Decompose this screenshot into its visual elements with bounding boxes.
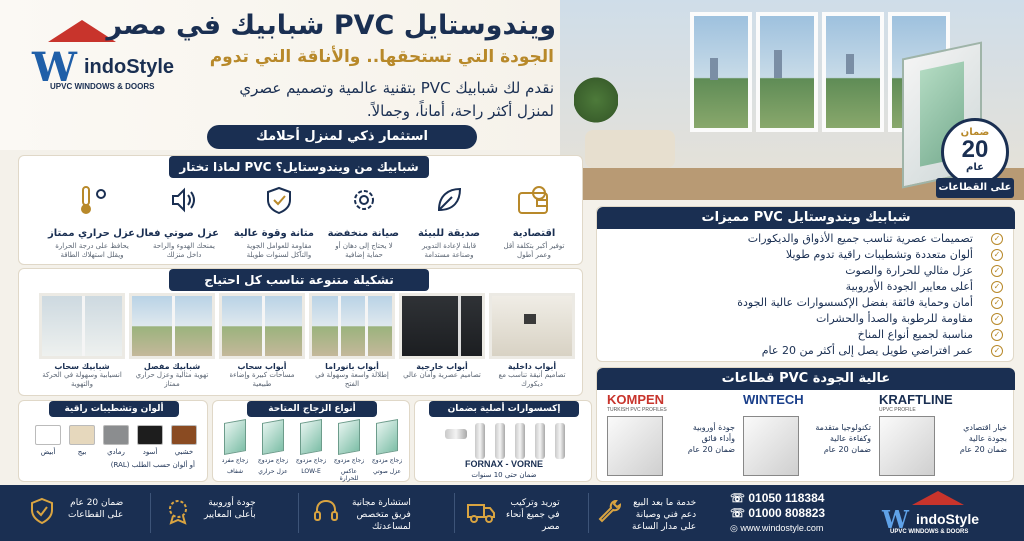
brand-card-wintech[interactable] <box>743 392 873 454</box>
glass-label: عاكس للحرارة <box>339 468 359 482</box>
feature-eco <box>414 182 484 260</box>
accessory-brands: FORNAX - VORNE <box>464 459 543 469</box>
accessory-warranty: ضمان حتى 10 سنوات <box>471 471 537 479</box>
list-item-text: تصميمات عصرية تناسب جميع الأذواق والديكورات <box>747 232 973 245</box>
brand-logo-kompen <box>607 392 737 413</box>
product-desc: انسيابية وسهولة في الحركة والتهوية <box>42 371 122 388</box>
glass-pane-icon <box>262 419 284 455</box>
product-title: أبواب داخلية <box>507 362 557 371</box>
product-card[interactable] <box>39 293 125 389</box>
footer-line: على القطاعات <box>68 510 124 520</box>
product-image <box>489 293 575 359</box>
brand-text <box>661 422 735 455</box>
sofa-decoration <box>585 130 675 168</box>
brand-line: بجودة عالية <box>968 434 1007 443</box>
wallet-icon <box>516 182 552 218</box>
swatch-label: خشبي <box>174 448 194 456</box>
list-item-text: مقاومة للرطوبة والصدأ والحشرات <box>815 312 973 325</box>
check-icon: ✓ <box>991 345 1003 357</box>
product-desc: تصاميم أنيقة تناسب مع ديكورك <box>498 371 566 388</box>
truck-icon <box>466 497 494 525</box>
brand-line: وأداء فائق <box>701 434 735 443</box>
feature-desc: قابلة لإعادة التدوير وصناعة مستدامة <box>421 242 477 259</box>
list-item-text: ألوان متعددة وتشطيبات راقية تدوم طويلا <box>785 248 973 261</box>
color-swatch[interactable] <box>137 425 163 445</box>
list-item <box>737 279 1001 295</box>
logo-subtitle: UPVC WINDOWS & DOORS <box>50 82 155 91</box>
window-mullion <box>365 296 368 356</box>
glass-label: عزل حراري <box>258 468 288 475</box>
ral-note: أو ألوان حسب الطلب (RAL) <box>110 461 195 469</box>
glass-label: زجاج مفرد <box>221 457 249 464</box>
warranty-badge <box>936 118 1014 206</box>
intro-line: نقدم لك شبابيك PVC بتقنية عالمية وتصميم عصري <box>239 79 554 97</box>
page-subtitle: الجودة التي تستحقها.. والأناقة التي تدوم <box>209 47 554 67</box>
product-card[interactable] <box>219 293 305 389</box>
feature-thermal <box>49 182 135 260</box>
footer-line: توريد وتركيب <box>510 498 560 508</box>
footer-item-service <box>596 491 722 535</box>
feature-economic <box>499 182 569 260</box>
feature-title: عزل حراري ممتاز <box>48 228 135 239</box>
divider <box>150 493 151 533</box>
list-item-text: مناسبة لجميع أنواع المناخ <box>857 328 973 341</box>
footer-item-quality <box>164 491 284 535</box>
logo-text: indoStyle <box>84 56 175 78</box>
list-item <box>737 295 1001 311</box>
brands-section <box>596 367 1014 482</box>
glass-section <box>212 400 410 482</box>
logo-text: indoStyle <box>916 511 980 527</box>
phone-text: 01050 118384 <box>748 491 825 505</box>
section-title: قطاعات PVC عالية الجودة <box>597 368 1015 390</box>
check-icon: ✓ <box>991 281 1003 293</box>
footer-line: جودة أوروبية <box>208 498 256 508</box>
brand-name: KOMPEN <box>607 392 665 407</box>
lock-icon <box>475 423 485 459</box>
brand-text <box>797 422 871 455</box>
product-card[interactable] <box>309 293 395 389</box>
section-title: لماذا تختار PVC شبابيك من ويندوستايل؟ <box>169 156 429 178</box>
color-swatch[interactable] <box>171 425 197 445</box>
warranty-unit: عام <box>966 162 984 173</box>
color-swatch[interactable] <box>69 425 95 445</box>
product-image <box>39 293 125 359</box>
section-title: أنواع الزجاج المتاحة <box>247 401 377 417</box>
section-title: ألوان وتشطيبات راقية <box>49 401 179 417</box>
cta-banner[interactable]: استثمار ذكي لمنزل أحلامك <box>207 125 477 149</box>
gear-icon <box>346 182 382 218</box>
phone-number[interactable] <box>730 506 825 521</box>
footer-line: ضمان 20 عام <box>70 498 124 508</box>
glass-pane-icon <box>338 419 360 455</box>
product-image <box>129 293 215 359</box>
contact-info <box>730 491 825 534</box>
hinge-icon <box>495 423 505 459</box>
brand-logo-kraftline <box>879 392 1009 413</box>
footer-line: على مدار الساعة <box>632 522 697 532</box>
footer-line: في جميع أنحاء <box>506 510 560 520</box>
profile-cross-section <box>743 416 799 476</box>
phone-number[interactable] <box>730 491 825 506</box>
skyline-building <box>846 54 854 74</box>
brand-line: ضمان 20 عام <box>823 445 871 454</box>
footer-line: مصر <box>542 522 560 532</box>
check-icon: ✓ <box>991 265 1003 277</box>
profile-cross-section <box>607 416 663 476</box>
color-swatch[interactable] <box>103 425 129 445</box>
product-image <box>309 293 395 359</box>
product-desc: إطلالة واسعة وسهولة في الفتح <box>315 371 389 388</box>
glass-pane-icon <box>376 419 398 455</box>
product-title: شبابيك مفصل <box>143 362 201 371</box>
footer-bar <box>0 485 1024 541</box>
feature-title: اقتصادية <box>512 228 556 239</box>
skyline-building <box>774 50 782 78</box>
feature-sound <box>135 182 219 260</box>
swatch-label: أبيض <box>40 448 56 456</box>
product-title: شبابيك سحاب <box>54 362 110 371</box>
glass-type[interactable] <box>217 421 253 475</box>
glass-type[interactable] <box>369 421 405 475</box>
glass-type[interactable] <box>331 421 367 482</box>
footer-text <box>632 497 696 533</box>
glass-label: شفاف <box>226 468 244 475</box>
warranty-top: ضمان <box>960 127 990 138</box>
window-mullion <box>82 296 85 356</box>
product-desc: مساحات كبيرة وإضاءة طبيعية <box>229 371 295 388</box>
product-desc: تصاميم عصرية وأمان عالي <box>403 371 481 379</box>
swatch-label: بيج <box>77 448 87 456</box>
swatch-label: أسود <box>142 448 158 456</box>
divider <box>588 493 589 533</box>
footer-line: لمساعدتك <box>371 522 411 532</box>
features-section <box>596 206 1014 362</box>
footer-line: بأعلى المعايير <box>204 510 256 520</box>
feature-title: متانة وقوة عالية <box>233 228 314 239</box>
footer-text <box>204 497 256 521</box>
accessories-section <box>414 400 592 482</box>
product-desc: تهوية مثالية وعزل حراري ممتاز <box>135 371 209 388</box>
footer-line: خدمة ما بعد البيع <box>633 498 697 508</box>
door-handle <box>458 296 461 356</box>
window-mullion <box>338 296 341 356</box>
warranty-ribbon: على القطاعات <box>936 178 1014 198</box>
feature-desc: توفير أكبر بتكلفة أقل وعمر أطول <box>503 242 565 259</box>
glass-type[interactable] <box>293 421 329 475</box>
footer-line: دعم فني وصيانة <box>635 510 697 520</box>
logo-subtitle: UPVC WINDOWS & DOORS <box>890 529 969 535</box>
phone-icon: ☏ <box>730 506 749 520</box>
warranty-circle <box>941 118 1009 186</box>
hinge-icon <box>535 423 545 459</box>
product-card[interactable] <box>399 293 485 380</box>
variety-section <box>18 268 583 396</box>
list-item <box>737 231 1001 247</box>
roof-icon <box>912 491 964 505</box>
product-title: أبواب خارجية <box>416 362 468 371</box>
brand-card-kompen[interactable] <box>607 392 737 454</box>
brand-name: WINTECH <box>743 392 804 407</box>
feature-durability <box>233 182 314 260</box>
brand-card-kraftline[interactable] <box>879 392 1009 454</box>
brand-line: ضمان 20 عام <box>687 445 735 454</box>
warranty-years: 20 <box>961 136 989 163</box>
brand-text <box>933 422 1007 455</box>
list-item-text: عمر افتراضي طويل يصل إلى أكثر من 20 عام <box>761 344 973 357</box>
brand-line: جودة أوروبية <box>692 423 735 432</box>
check-icon: ✓ <box>991 329 1003 341</box>
color-swatch[interactable] <box>35 425 61 445</box>
section-title: إكسسوارات أصلية بضمان <box>429 401 579 417</box>
hinge-icon <box>555 423 565 459</box>
wrench-icon <box>596 497 624 525</box>
website-text: www.windostyle.com <box>740 523 824 533</box>
footer-line: فريق متخصص <box>356 510 411 520</box>
check-icon: ✓ <box>991 313 1003 325</box>
footer-item-consultation <box>312 491 442 535</box>
brand-line: تكنولوجيا متقدمة <box>815 423 871 432</box>
list-item <box>737 263 1001 279</box>
window-pane <box>690 12 752 132</box>
leaf-icon <box>431 182 467 218</box>
brand-tag: UPVC PROFILE <box>879 407 916 413</box>
glass-label: زجاج مزدوج <box>333 457 365 464</box>
feature-maintenance <box>329 182 399 260</box>
list-item <box>737 247 1001 263</box>
phone-icon: ☏ <box>730 491 749 505</box>
check-icon: ✓ <box>991 233 1003 245</box>
brand-name: KRAFTLINE <box>879 392 953 407</box>
footer-text <box>352 497 411 533</box>
product-title: أبواب سحاب <box>237 362 287 371</box>
list-item <box>737 327 1001 343</box>
list-item <box>737 311 1001 327</box>
footer-item-delivery <box>466 491 586 535</box>
section-title: مميزات PVC شبابيك ويندوستايل <box>597 207 1015 229</box>
brand-line: وكفاءة عالية <box>829 434 871 443</box>
features-list <box>737 231 1001 359</box>
window-pane <box>756 12 818 132</box>
logo-mark: W <box>882 505 905 534</box>
footer-text <box>68 497 123 521</box>
list-item-text: عزل مثالي للحرارة والصوت <box>845 264 973 277</box>
window-mullion <box>262 296 265 356</box>
glass-label: زجاج مزدوج <box>295 457 327 464</box>
glass-label: عزل صوتي <box>372 468 402 475</box>
product-image <box>399 293 485 359</box>
check-icon: ✓ <box>991 297 1003 309</box>
feature-desc: لا يحتاج إلى دهان أو حماية إضافية <box>335 242 393 259</box>
phone-text: 01000 808823 <box>748 506 826 520</box>
footer-item-warranty <box>28 491 138 535</box>
thermometer-icon <box>74 182 110 218</box>
feature-desc: مقاومة للعوامل الجوية والتآكل لسنوات طويلة <box>246 242 312 259</box>
product-card[interactable] <box>489 293 575 389</box>
profile-cross-section <box>879 416 935 476</box>
check-icon: ✓ <box>991 249 1003 261</box>
globe-icon: ◎ <box>730 523 741 533</box>
hinge-icon <box>515 423 525 459</box>
product-image <box>219 293 305 359</box>
footer-line: استشارة مجانية <box>352 498 411 508</box>
feature-desc: يحافظ على درجة الحرارة ويقلل استهلاك الطاقة <box>55 242 129 259</box>
handle-icon <box>445 429 467 439</box>
feature-title: عزل صوتي فعال <box>135 228 219 239</box>
door-handle <box>524 314 536 324</box>
intro-line: لمنزل أكثر راحة، أماناً، وجمالاً. <box>366 102 554 120</box>
swatch-label: رمادي <box>107 448 125 456</box>
headset-icon <box>312 497 340 525</box>
feature-title: صيانة منخفضة <box>327 228 399 239</box>
divider <box>298 493 299 533</box>
footer-text <box>506 497 560 533</box>
list-item-text: أمان وحماية فائقة بفضل الإكسسوارات عالية الجودة <box>737 296 973 309</box>
page-title: ويندوستايل PVC شبابيك في مصر <box>106 10 556 41</box>
brand-line: خيار اقتصادي <box>963 423 1007 432</box>
skyline-building <box>710 58 718 80</box>
feature-title: صديقة للبيئة <box>417 228 481 239</box>
why-section <box>18 155 583 265</box>
colors-section <box>18 400 208 482</box>
divider <box>454 493 455 533</box>
product-card[interactable] <box>129 293 215 389</box>
sound-icon <box>166 182 202 218</box>
window-mullion <box>172 296 175 356</box>
product-title: أبواب بانوراما <box>325 362 379 371</box>
brand-logo-wintech <box>743 392 873 410</box>
list-item <box>737 343 1001 359</box>
logo-mark: W <box>32 44 71 91</box>
footer-logo[interactable] <box>878 491 1018 537</box>
glass-pane-icon <box>224 419 246 455</box>
feature-desc: يمنحك الهدوء والراحة داخل منزلك <box>153 242 215 259</box>
glass-label: LOW-E <box>301 468 321 475</box>
gear-badge-icon <box>164 497 192 525</box>
shield-check-icon <box>28 497 56 525</box>
glass-type[interactable] <box>255 421 291 475</box>
glass-label: زجاج مزدوج <box>257 457 289 464</box>
brand-line: ضمان 20 عام <box>959 445 1007 454</box>
glass-pane-icon <box>300 419 322 455</box>
plant-decoration <box>574 70 618 130</box>
list-item-text: أعلى معايير الجودة الأوروبية <box>845 280 973 293</box>
glass-label: زجاج مزدوج <box>371 457 403 464</box>
website-link[interactable] <box>730 523 825 534</box>
brand-tag: TURKISH PVC PROFILES <box>607 407 667 413</box>
section-title: تشكيلة متنوعة تناسب كل احتياج <box>169 269 429 291</box>
shield-icon <box>261 182 297 218</box>
